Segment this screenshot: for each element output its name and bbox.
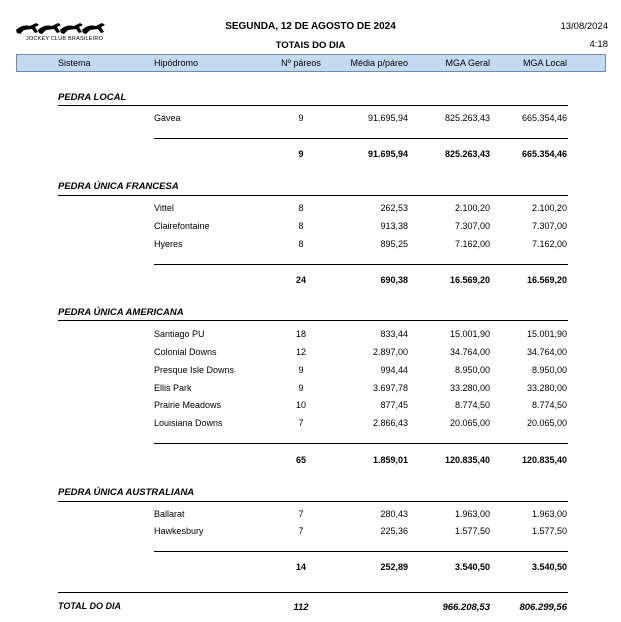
media-cell: 3.697,78 xyxy=(372,383,408,393)
logo-caption: JOCKEY CLUB BRASILEIRO xyxy=(26,36,104,42)
hipodromo-cell: Colonial Downs xyxy=(154,347,217,357)
grand-total-rule xyxy=(58,592,568,593)
subtotal-local: 16.569,20 xyxy=(526,275,567,285)
hipodromo-cell: Hawkesbury xyxy=(154,526,204,536)
local-cell: 1.577,50 xyxy=(531,526,567,536)
section-underline xyxy=(58,105,568,106)
geral-cell: 1.963,00 xyxy=(454,509,490,519)
column-media: Média p/páreo xyxy=(350,58,408,68)
pareos-cell: 12 xyxy=(295,347,306,357)
subtotal-geral: 3.540,50 xyxy=(454,562,490,572)
report-date: 13/08/2024 xyxy=(560,21,608,32)
geral-cell: 1.577,50 xyxy=(454,526,490,536)
hipodromo-cell: Hyeres xyxy=(154,239,183,249)
local-cell: 7.162,00 xyxy=(531,239,567,249)
geral-cell: 2.100,20 xyxy=(454,203,490,213)
geral-cell: 825.263,43 xyxy=(444,113,490,123)
section-underline xyxy=(58,195,568,196)
hipodromo-cell: Ballarat xyxy=(154,509,185,519)
pareos-cell: 8 xyxy=(298,239,304,249)
pareos-cell: 7 xyxy=(298,509,304,519)
geral-cell: 34.764,00 xyxy=(449,347,490,357)
media-cell: 994,44 xyxy=(380,365,408,375)
subtotal-geral: 825.263,43 xyxy=(444,149,490,159)
hipodromo-cell: Ellis Park xyxy=(154,383,192,393)
section-title: PEDRA ÚNICA AUSTRALIANA xyxy=(58,487,195,498)
pareos-cell: 10 xyxy=(295,400,306,410)
media-cell: 2.897,00 xyxy=(372,347,408,357)
geral-cell: 8.950,00 xyxy=(454,365,490,375)
column-sistema: Sistema xyxy=(58,58,91,68)
local-cell: 8.950,00 xyxy=(531,365,567,375)
grand-total-label: TOTAL DO DIA xyxy=(58,601,121,611)
hipodromo-cell: Presque Isle Downs xyxy=(154,365,235,375)
media-cell: 913,38 xyxy=(380,221,408,231)
report-subtitle: TOTAIS DO DIA xyxy=(275,40,346,51)
column-pareos: Nº páreos xyxy=(281,58,321,68)
media-cell: 225,36 xyxy=(380,526,408,536)
subtotal-geral: 16.569,20 xyxy=(449,275,490,285)
pareos-cell: 7 xyxy=(298,526,304,536)
subtotal-media: 91.695,94 xyxy=(367,149,408,159)
subtotal-media: 690,38 xyxy=(380,275,408,285)
local-cell: 34.764,00 xyxy=(526,347,567,357)
section-underline xyxy=(58,320,568,321)
pareos-cell: 9 xyxy=(298,113,304,123)
subtotal-local: 665.354,46 xyxy=(521,149,567,159)
column-mga-geral: MGA Geral xyxy=(445,58,490,68)
subtotal-pareos: 24 xyxy=(295,275,306,285)
section-title: PEDRA ÚNICA FRANCESA xyxy=(58,181,179,192)
report-time: 4:18 xyxy=(589,39,608,50)
local-cell: 33.280,00 xyxy=(526,383,567,393)
subtotal-rule xyxy=(154,551,568,552)
media-cell: 895,25 xyxy=(380,239,408,249)
subtotal-geral: 120.835,40 xyxy=(444,455,490,465)
pareos-cell: 9 xyxy=(298,365,304,375)
pareos-cell: 9 xyxy=(298,383,304,393)
media-cell: 833,44 xyxy=(380,329,408,339)
subtotal-rule xyxy=(154,264,568,265)
subtotal-local: 120.835,40 xyxy=(521,455,567,465)
media-cell: 877,45 xyxy=(380,400,408,410)
subtotal-media: 1.859,01 xyxy=(372,455,408,465)
hipodromo-cell: Louisiana Downs xyxy=(154,418,223,428)
subtotal-media: 252,89 xyxy=(380,562,408,572)
local-cell: 15.001,90 xyxy=(526,329,567,339)
section-title: PEDRA LOCAL xyxy=(58,92,127,103)
section-title: PEDRA ÚNICA AMERICANA xyxy=(58,307,184,318)
subtotal-pareos: 14 xyxy=(295,562,306,572)
pareos-cell: 8 xyxy=(298,203,304,213)
geral-cell: 7.162,00 xyxy=(454,239,490,249)
local-cell: 8.774,50 xyxy=(531,400,567,410)
hipodromo-cell: Santiago PU xyxy=(154,329,205,339)
grand-total-geral: 966.208,53 xyxy=(442,602,490,613)
geral-cell: 8.774,50 xyxy=(454,400,490,410)
column-mga-local: MGA Local xyxy=(522,58,567,68)
geral-cell: 15.001,90 xyxy=(449,329,490,339)
hipodromo-cell: Clairefontaine xyxy=(154,221,210,231)
media-cell: 262,53 xyxy=(380,203,408,213)
hipodromo-cell: Vittel xyxy=(154,203,174,213)
geral-cell: 20.065,00 xyxy=(449,418,490,428)
subtotal-pareos: 9 xyxy=(298,149,304,159)
grand-total-pareos: 112 xyxy=(293,602,309,613)
section-underline xyxy=(58,501,568,502)
subtotal-rule xyxy=(154,443,568,444)
subtotal-pareos: 65 xyxy=(295,455,306,465)
local-cell: 665.354,46 xyxy=(521,113,567,123)
local-cell: 20.065,00 xyxy=(526,418,567,428)
local-cell: 1.963,00 xyxy=(531,509,567,519)
media-cell: 280,43 xyxy=(380,509,408,519)
report-title: SEGUNDA, 12 DE AGOSTO DE 2024 xyxy=(225,21,396,32)
pareos-cell: 7 xyxy=(298,418,304,428)
hipodromo-cell: Prairie Meadows xyxy=(154,400,222,410)
local-cell: 2.100,20 xyxy=(531,203,567,213)
geral-cell: 33.280,00 xyxy=(449,383,490,393)
media-cell: 2.866,43 xyxy=(372,418,408,428)
hipodromo-cell: Gávea xyxy=(154,113,181,123)
column-hipodromo: Hipódromo xyxy=(154,58,199,68)
subtotal-local: 3.540,50 xyxy=(531,562,567,572)
grand-total-local: 806.299,56 xyxy=(519,602,567,613)
media-cell: 91.695,94 xyxy=(367,113,408,123)
pareos-cell: 8 xyxy=(298,221,304,231)
subtotal-rule xyxy=(154,138,568,139)
local-cell: 7.307,00 xyxy=(531,221,567,231)
pareos-cell: 18 xyxy=(295,329,306,339)
geral-cell: 7.307,00 xyxy=(454,221,490,231)
